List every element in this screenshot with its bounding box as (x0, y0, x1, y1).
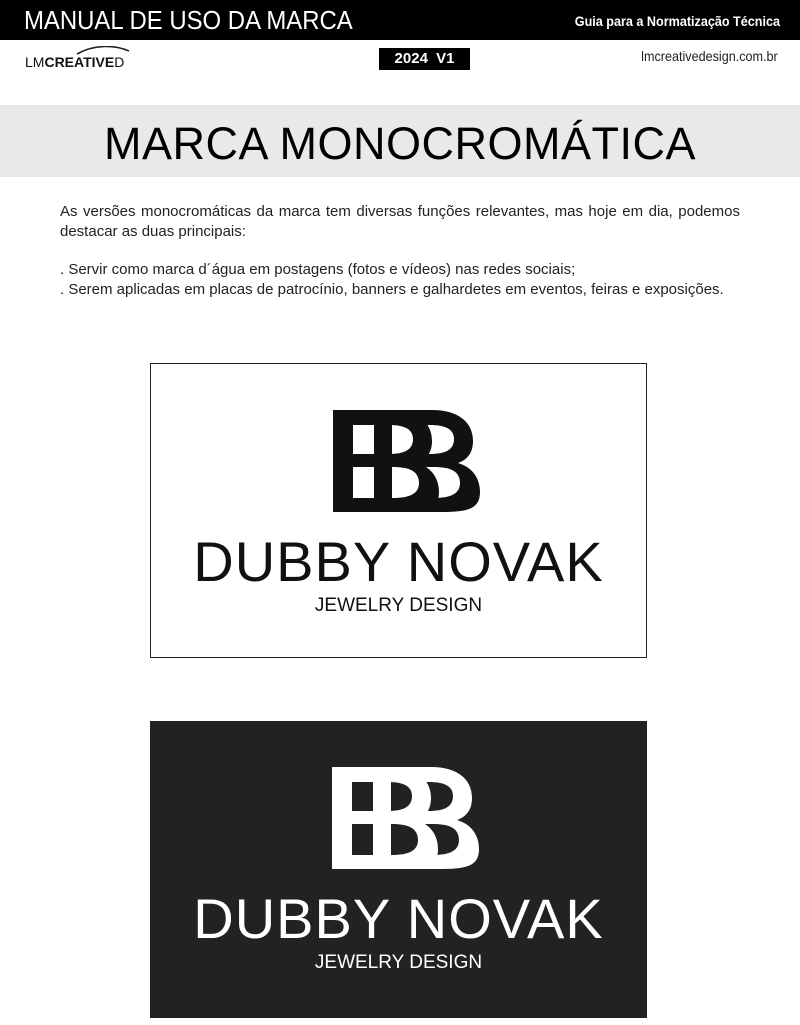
page-title: MARCA MONOCROMÁTICA (103, 118, 697, 169)
brand-name: DUBBY NOVAK (193, 887, 604, 950)
usage-item-watermark: . Servir como marca d´água em postagens (fotos e vídeos) nas redes sociais; (60, 261, 576, 278)
brand-tagline: JEWELRY DESIGN (314, 595, 483, 616)
website-url[interactable]: lmcreativedesign.com.br (641, 48, 778, 64)
logo-dark-version (150, 721, 647, 1018)
version-badge: 2024 V1 (379, 48, 470, 70)
usage-list (60, 260, 760, 300)
usage-item-sponsorship: . Serem aplicadas em placas de patrocínio, banners e galhardetes em eventos, feiras e exposições. (60, 281, 724, 298)
logo-light-version (150, 363, 647, 658)
lmcreative-logo (25, 46, 145, 72)
brand-tagline: JEWELRY DESIGN (314, 952, 483, 973)
section-title-band (0, 105, 800, 177)
brand-name: DUBBY NOVAK (193, 530, 604, 593)
guide-subtitle: Guia para a Normatização Técnica (574, 13, 780, 29)
top-header-bar (0, 0, 800, 40)
svg-text:LMCREATIVED: LMCREATIVED (25, 54, 125, 70)
intro-paragraph: As versões monocromáticas da marca tem diversas funções relevantes, mas hoje em dia, podemos destacar as duas principais: (60, 203, 740, 240)
manual-title: MANUAL DE USO DA MARCA (24, 5, 353, 35)
